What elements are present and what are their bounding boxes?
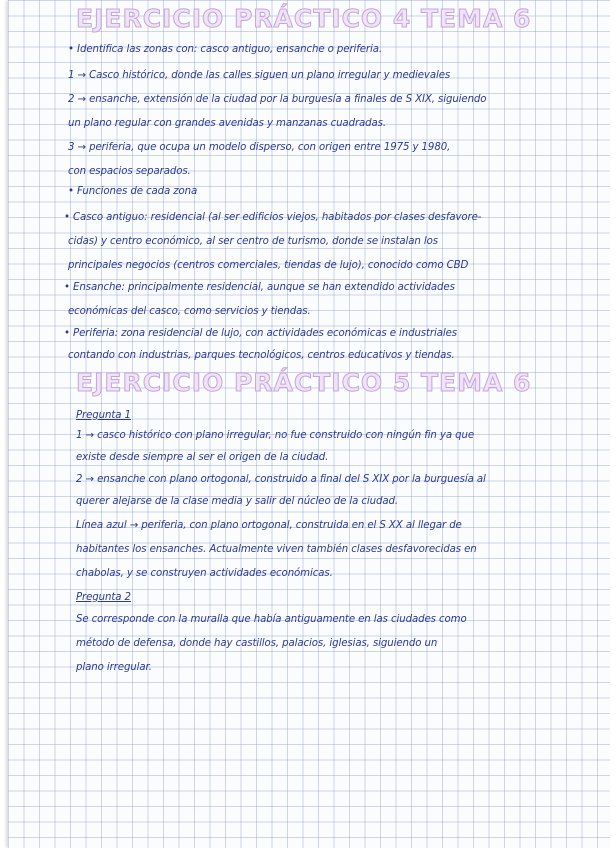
text-line: • Casco antiguo: residencial (al ser edificios viejos, habitados por clases desfavore- bbox=[64, 212, 482, 223]
notebook-page bbox=[8, 0, 610, 848]
exercise-5-title: EJERCICIO PRÁCTICO 5 TEMA 6 bbox=[76, 368, 532, 397]
text-line: un plano regular con grandes avenidas y manzanas cuadradas. bbox=[68, 118, 387, 129]
question-heading: Pregunta 1 bbox=[76, 410, 131, 421]
text-line: habitantes los ensanches. Actualmente viven también clases desfavorecidas en bbox=[76, 544, 477, 555]
text-line: • Periferia: zona residencial de lujo, con actividades económicas e industriales bbox=[64, 328, 457, 339]
question-heading: Pregunta 2 bbox=[76, 592, 131, 603]
text-line: económicas del casco, como servicios y tiendas. bbox=[68, 306, 311, 317]
text-line: querer alejarse de la clase media y salir del núcleo de la ciudad. bbox=[76, 496, 399, 507]
text-line: chabolas, y se construyen actividades económicas. bbox=[76, 568, 333, 579]
text-line: principales negocios (centros comerciales, tiendas de lujo), conocido como CBD bbox=[68, 260, 469, 271]
exercise-4-title: EJERCICIO PRÁCTICO 4 TEMA 6 bbox=[76, 4, 532, 33]
text-line: • Funciones de cada zona bbox=[68, 186, 198, 197]
text-line: 1 → Casco histórico, donde las calles siguen un plano irregular y medievales bbox=[68, 70, 451, 81]
text-line: contando con industrias, parques tecnológicos, centros educativos y tiendas. bbox=[68, 350, 455, 361]
text-line: método de defensa, donde hay castillos, palacios, iglesias, siguiendo un bbox=[76, 638, 438, 649]
text-line: plano irregular. bbox=[76, 662, 152, 673]
text-line: existe desde siempre al ser el origen de la ciudad. bbox=[76, 452, 329, 463]
text-line: cidas) y centro económico, al ser centro de turismo, donde se instalan los bbox=[68, 236, 438, 247]
text-line: 1 → casco histórico con plano irregular, no fue construido con ningún fin ya que bbox=[76, 430, 475, 441]
text-line: 3 → periferia, que ocupa un modelo disperso, con origen entre 1975 y 1980, bbox=[68, 142, 451, 153]
text-line: • Ensanche: principalmente residencial, aunque se han extendido actividades bbox=[64, 282, 455, 293]
text-line: Se corresponde con la muralla que había antiguamente en las ciudades como bbox=[76, 614, 467, 625]
text-line: 2 → ensanche con plano ortogonal, construido a final del S XIX por la burguesía al bbox=[76, 474, 486, 485]
text-line: Línea azul → periferia, con plano ortogonal, construida en el S XX al llegar de bbox=[76, 520, 462, 531]
text-line: 2 → ensanche, extensión de la ciudad por la burguesía a finales de S XIX, siguiendo bbox=[68, 94, 487, 105]
text-line: con espacios separados. bbox=[68, 166, 191, 177]
text-line: • Identifica las zonas con: casco antiguo, ensanche o periferia. bbox=[68, 44, 383, 55]
